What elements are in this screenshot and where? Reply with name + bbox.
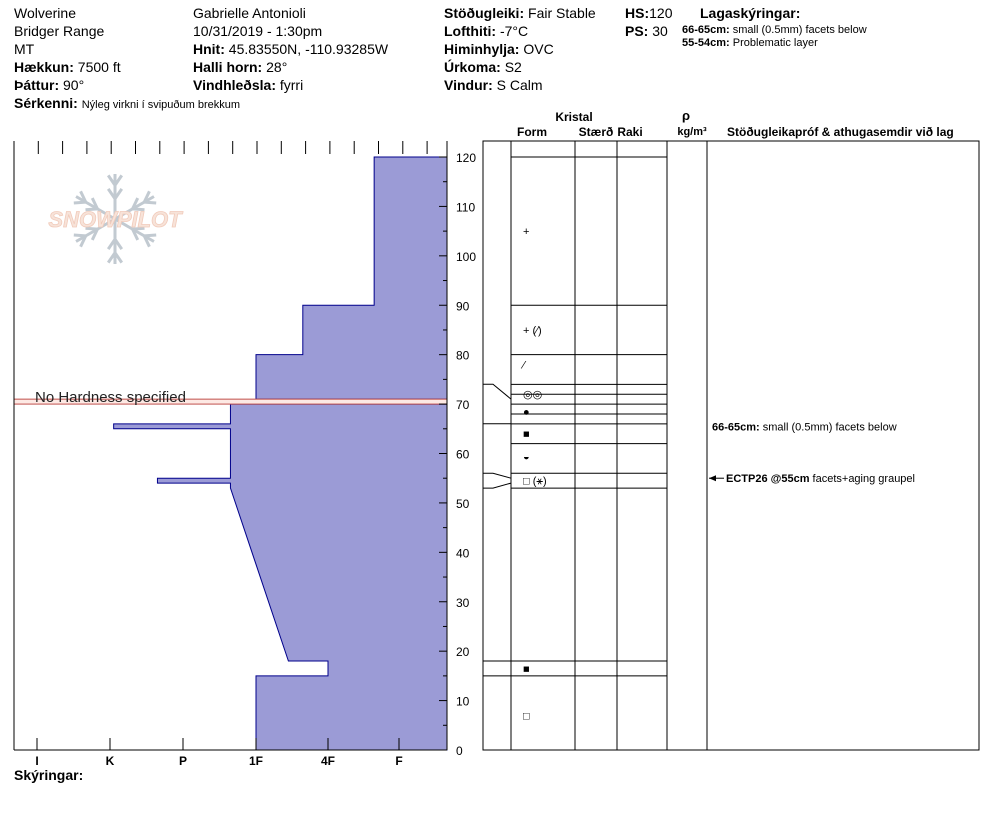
air-temp-value: -7°C <box>499 23 529 39</box>
x-tick-label: 4F <box>320 754 336 768</box>
coords-label: Hnit: <box>193 41 225 57</box>
comment-text: facets+aging graupel <box>812 473 915 486</box>
slope-value: 28° <box>266 59 288 75</box>
x-tick-label: 1F <box>248 754 264 768</box>
x-tick-label: I <box>35 754 39 768</box>
hardness-profile-fill <box>114 157 447 750</box>
layer-link <box>483 483 511 488</box>
slope-label: Halli horn: <box>193 59 263 75</box>
hs-label: HS: <box>625 5 650 21</box>
y-tick-label: 120 <box>456 151 477 165</box>
y-tick-label: 110 <box>456 200 476 215</box>
air-temp-label: Lofthiti: <box>444 23 497 39</box>
grain-symbol: ◒ <box>523 450 530 463</box>
snowpilot-logo <box>48 174 183 264</box>
sky-value: OVC <box>523 41 554 57</box>
ps-value: 30 <box>652 23 668 39</box>
header-rho: ρ <box>681 108 691 123</box>
grain-symbol: □ (⚹) <box>523 475 547 488</box>
grain-symbol: ■ <box>523 428 530 441</box>
header-moisture: Raki <box>617 125 643 139</box>
location: Wolverine <box>14 5 76 21</box>
grain-symbol: □ <box>523 710 530 723</box>
wind-loading-label: Vindhleðsla: <box>193 77 276 93</box>
y-tick-label: 50 <box>456 496 470 511</box>
comment <box>712 421 897 433</box>
observer: Gabrielle Antonioli <box>193 5 306 21</box>
snowflake-branch <box>144 202 156 203</box>
grain-frame <box>483 141 979 750</box>
header-size: Stærð <box>578 125 614 139</box>
features-value: Nýleg virkni í svipuðum brekkum <box>81 99 241 111</box>
header-crystal: Kristal <box>555 110 593 124</box>
comment-arrowhead <box>709 475 716 481</box>
stability-label: Stöðugleiki: <box>444 5 525 21</box>
datetime: 10/31/2019 - 1:30pm <box>193 23 323 39</box>
ps-label: PS: <box>625 23 649 39</box>
grain-symbol: ◎◎ <box>523 389 543 402</box>
grain-symbol: ■ <box>523 663 530 676</box>
comment-depth: ECTP26 @55cm <box>726 473 813 486</box>
legend-title: Lagaskýringar: <box>700 5 801 21</box>
grain-symbol: ⁄ <box>523 359 525 372</box>
precip-value: S2 <box>504 59 522 75</box>
y-tick-label: 20 <box>456 645 470 660</box>
comment <box>726 473 915 485</box>
legend-depth: 55-54cm: <box>682 37 730 49</box>
layer-link <box>483 473 511 478</box>
y-tick-label: 90 <box>456 299 470 314</box>
y-tick-label: 80 <box>456 348 470 363</box>
aspect-value: 90° <box>63 77 85 93</box>
test-panel <box>709 421 915 485</box>
no-hardness-label: No Hardness specified <box>35 389 186 406</box>
grain-symbol: + <box>523 226 530 239</box>
elevation-label: Hækkun: <box>14 59 74 75</box>
wind-value: S Calm <box>496 77 543 93</box>
legend-depth: 66-65cm: <box>682 24 730 36</box>
y-tick-label: 60 <box>456 447 470 462</box>
elevation-value: 7500 ft <box>77 59 121 75</box>
x-tick-label: K <box>105 754 115 768</box>
snowflake-branch <box>144 235 156 236</box>
x-tick-label: P <box>178 754 188 768</box>
layer-link <box>483 384 511 399</box>
precip-label: Úrkoma: <box>444 59 501 75</box>
header-form: Form <box>517 125 547 139</box>
coords-value: 45.83550N, -110.93285W <box>228 41 389 57</box>
state: MT <box>14 41 35 57</box>
comment-depth: 66-65cm: <box>712 421 763 434</box>
aspect-label: Þáttur: <box>14 77 60 93</box>
sky-label: Himinhylja: <box>444 41 520 57</box>
legend-text: small (0.5mm) facets below <box>732 24 867 36</box>
snowflake-branch <box>74 235 86 236</box>
stability-value: Fair Stable <box>528 5 596 21</box>
y-tick-label: 10 <box>456 694 470 709</box>
wind-label: Vindur: <box>444 77 493 93</box>
grain-symbol: + (⁄) <box>523 324 542 337</box>
header-tests: Stöðugleikapróf & athugasemdir við lag <box>727 125 954 139</box>
header-density-unit: kg/m³ <box>677 126 707 138</box>
grain-symbol: ● <box>523 406 530 419</box>
footer-label: Skýringar: <box>14 767 84 783</box>
y-tick-label: 0 <box>456 744 463 758</box>
y-tick-label: 100 <box>456 249 477 264</box>
range: Bridger Range <box>14 23 105 39</box>
logo-text: SNOWPILOT <box>48 207 182 232</box>
x-tick-label: F <box>395 754 403 768</box>
y-tick-label: 70 <box>456 398 470 413</box>
hs-value: 120 <box>649 5 673 21</box>
comment-text: small (0.5mm) facets below <box>762 421 897 434</box>
wind-loading-value: fyrri <box>279 77 304 93</box>
snowflake-branch <box>74 202 86 203</box>
legend-text: Problematic layer <box>732 37 818 49</box>
grain-panel <box>449 141 979 750</box>
y-tick-label: 40 <box>456 546 470 561</box>
features-label: Sérkenni: <box>14 95 78 111</box>
y-tick-label: 30 <box>456 595 470 610</box>
